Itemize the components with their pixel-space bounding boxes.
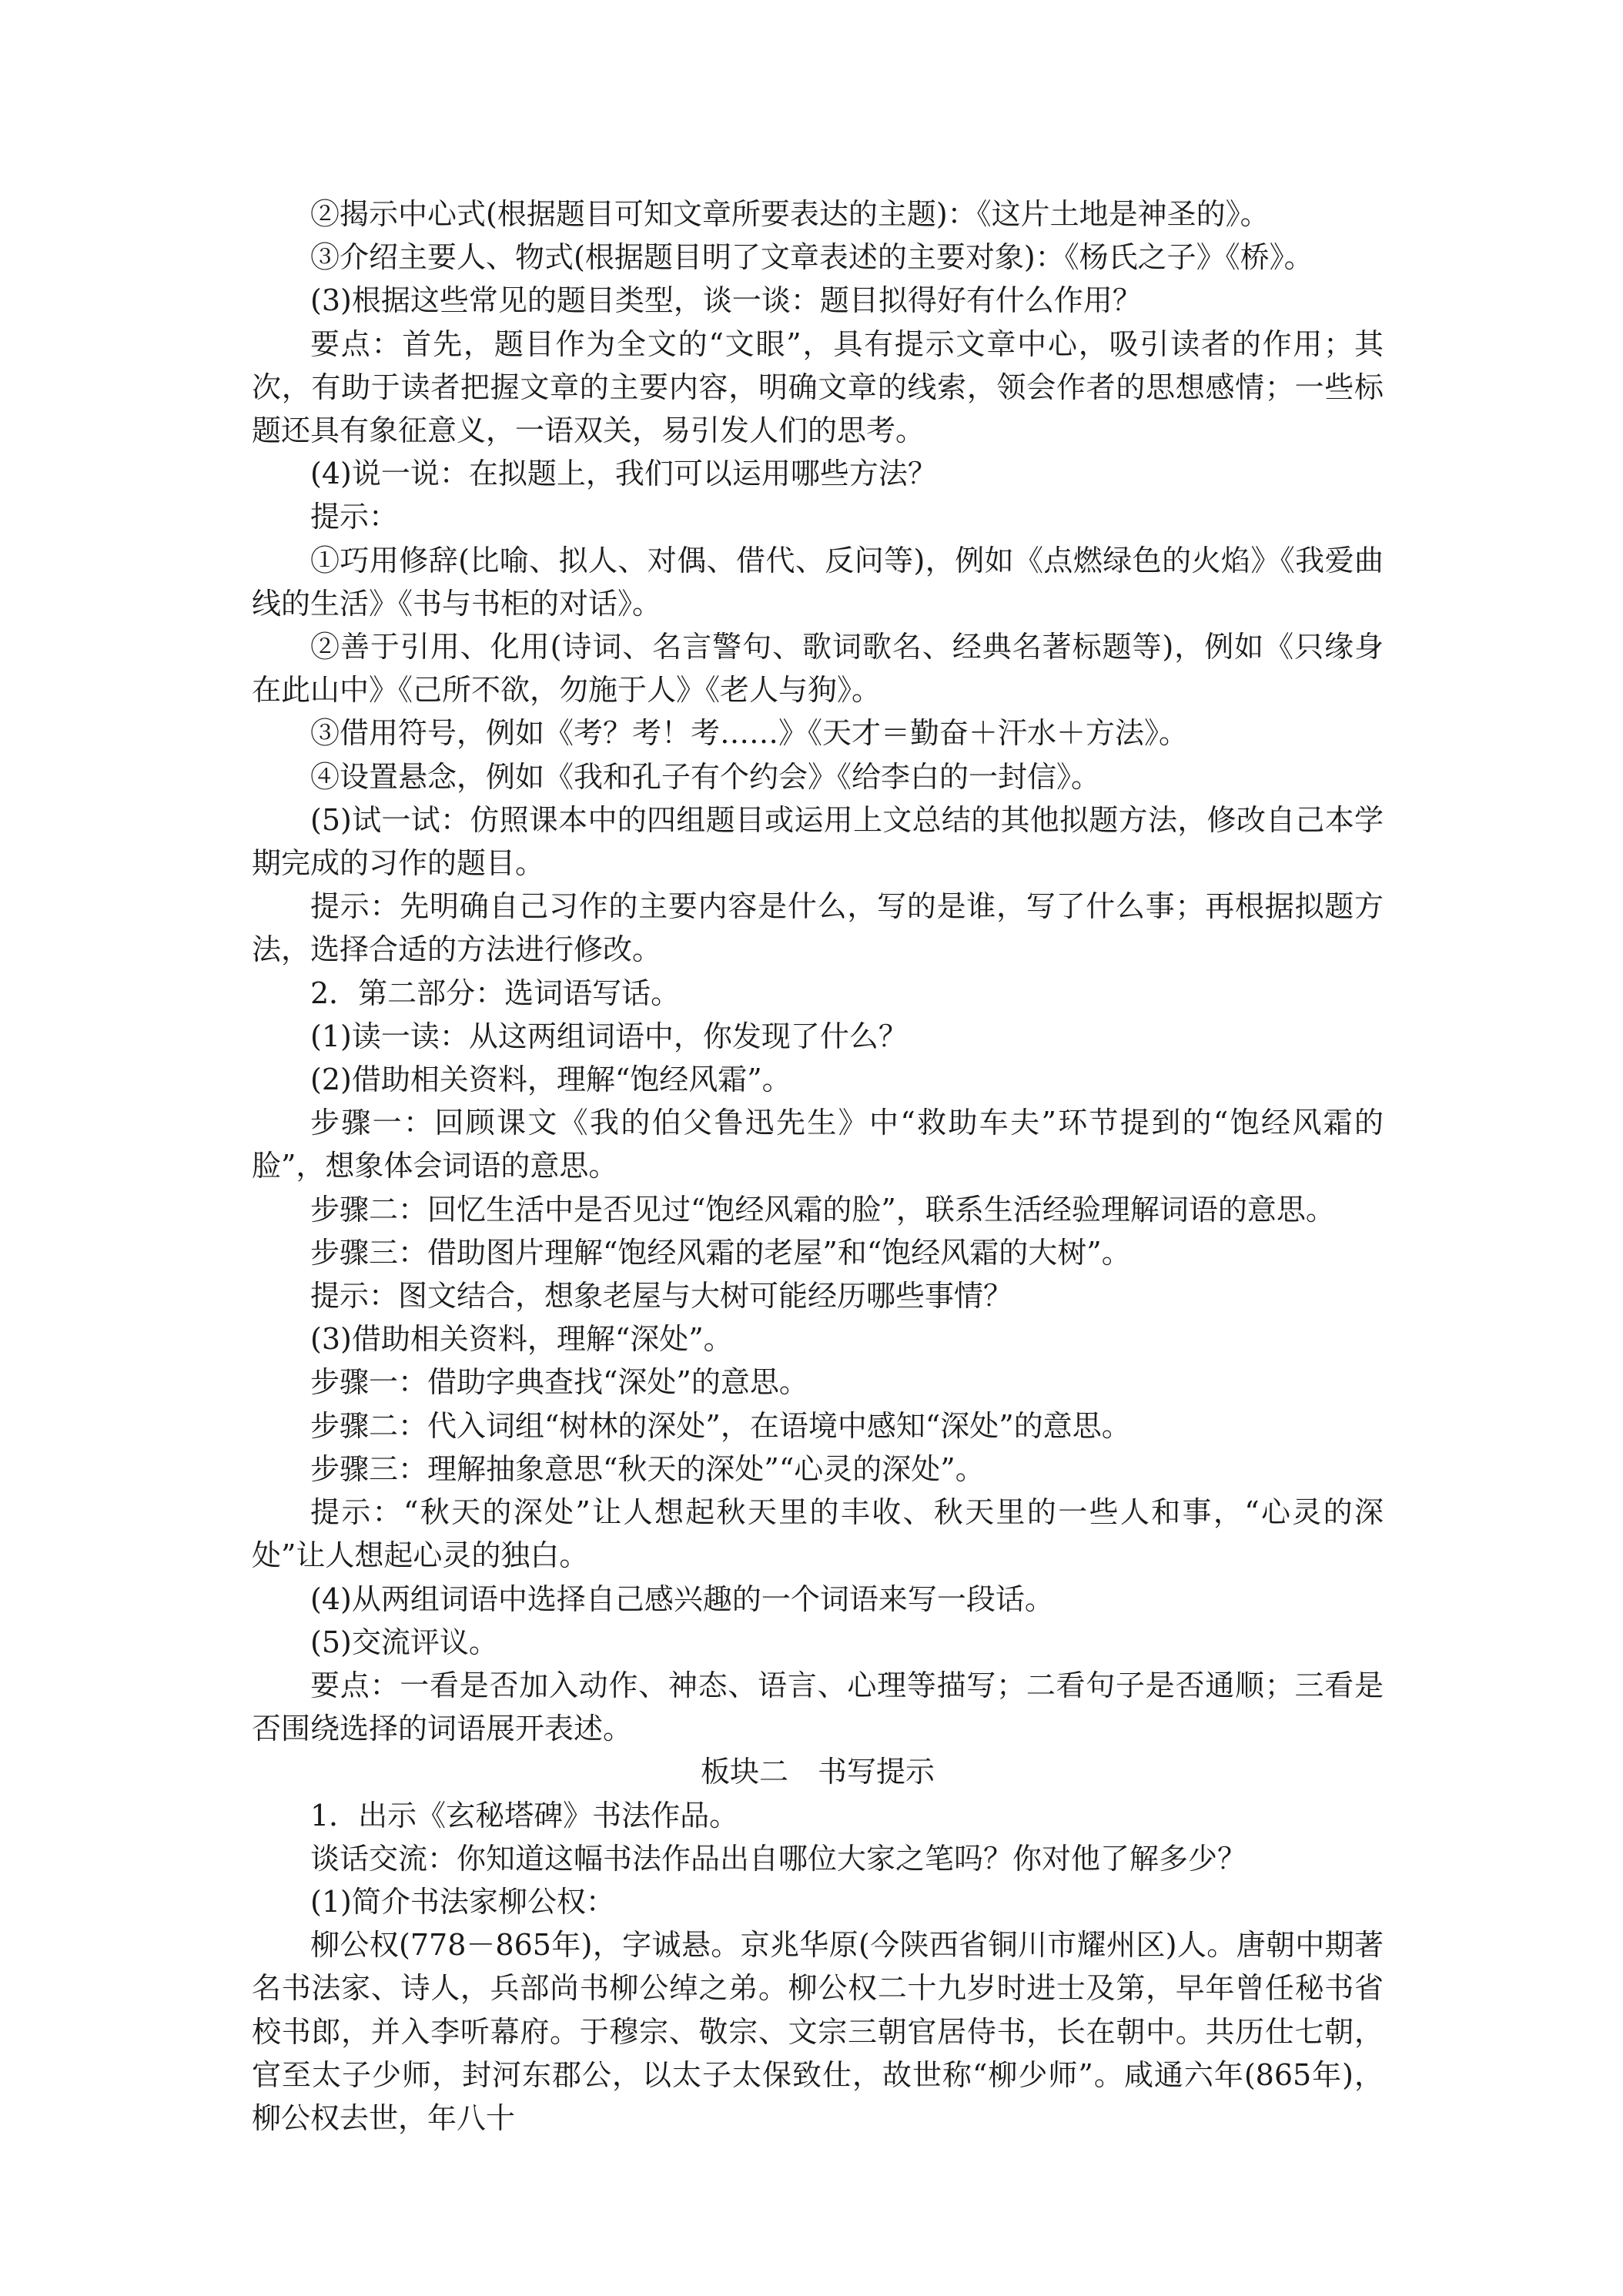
paragraph: (4)从两组词语中选择自己感兴趣的一个词语来写一段话。: [310, 1581, 1054, 1616]
paragraph: (5)试一试：仿照课本中的四组题目或运用上文总结的其他拟题方法，修改自己本学期完成的习作的题目。: [252, 802, 1384, 881]
paragraph: 步骤三：借助图片理解“饱经风霜的老屋”和“饱经风霜的大树”。: [310, 1235, 1131, 1270]
paragraph: (5)交流评议。: [310, 1625, 498, 1659]
paragraph: ④设置悬念，例如《我和孔子有个约会》《给李白的一封信》。: [310, 759, 1101, 794]
paragraph: 柳公权(778－865年)，字诚悬。京兆华原(今陕西省铜川市耀州区)人。唐朝中期著名书法家、诗人，兵部尚书柳公绰之弟。柳公权二十九岁时进士及第，早年曾任秘书省校书郎，并入李听幕府。于穆宗、敬宗、文宗三朝官居侍书，长在朝中。共历仕七朝，官至太子少师，封河东郡公，以太子太保致仕，故世称“柳少师”。咸通六年(865年)，柳公权去世，年八十: [252, 1928, 1384, 2135]
paragraph: 2．第二部分：选词语写话。: [310, 976, 681, 1010]
document-body: [252, 192, 1384, 2140]
paragraph: (1)简介书法家柳公权：: [310, 1884, 615, 1919]
paragraph: 谈话交流：你知道这幅书法作品出自哪位大家之笔吗？你对他了解多少？: [310, 1841, 1247, 1876]
paragraph: 步骤三：理解抽象意思“秋天的深处”“心灵的深处”。: [310, 1451, 985, 1486]
paragraph: 1．出示《玄秘塔碑》书法作品。: [310, 1798, 739, 1832]
paragraph: ①巧用修辞(比喻、拟人、对偶、借代、反问等)，例如《点燃绿色的火焰》《我爱曲线的生活》《书与书柜的对话》。: [252, 543, 1384, 621]
paragraph: (3)借助相关资料，理解“深处”。: [310, 1322, 733, 1357]
paragraph: (1)读一读：从这两组词语中，你发现了什么？: [310, 1019, 908, 1053]
paragraph: ②善于引用、化用(诗词、名言警句、歌词歌名、经典名著标题等)，例如《只缘身在此山中》《己所不欲，勿施于人》《老人与狗》。: [252, 630, 1384, 708]
paragraph: (4)说一说：在拟题上，我们可以运用哪些方法？: [310, 457, 937, 491]
paragraph: 步骤一：借助字典查找“深处”的意思。: [310, 1365, 808, 1400]
section-heading: 板块二 书写提示: [700, 1755, 935, 1789]
paragraph: ③介绍主要人、物式(根据题目明了文章表述的主要对象)：《杨氏之子》《桥》。: [310, 240, 1313, 275]
paragraph: 步骤二：代入词组“树林的深处”，在语境中感知“深处”的意思。: [310, 1408, 1131, 1443]
paragraph: (2)借助相关资料，理解“饱经风霜”。: [310, 1063, 791, 1097]
paragraph: 步骤一：回顾课文《我的伯父鲁迅先生》中“救助车夫”环节提到的“饱经风霜的脸”，想象体会词语的意思。: [252, 1106, 1384, 1183]
paragraph: 要点：一看是否加入动作、神态、语言、心理等描写；二看句子是否通顺；三看是否围绕选择的词语展开表述。: [252, 1668, 1384, 1746]
paragraph: 提示：: [310, 500, 399, 534]
paragraph: 提示：“秋天的深处”让人想起秋天里的丰收、秋天里的一些人和事，“心灵的深处”让人想起心灵的独白。: [252, 1495, 1384, 1573]
paragraph: (3)根据这些常见的题目类型，谈一谈：题目拟得好有什么作用？: [310, 283, 1142, 318]
paragraph: 提示：先明确自己习作的主要内容是什么，写的是谁，写了什么事；再根据拟题方法，选择合适的方法进行修改。: [252, 889, 1384, 967]
paragraph: 提示：图文结合，想象老屋与大树可能经历哪些事情？: [310, 1279, 1013, 1314]
paragraph: 步骤二：回忆生活中是否见过“饱经风霜的脸”，联系生活经验理解词语的意思。: [310, 1192, 1335, 1227]
paragraph: ③借用符号，例如《考？考！考……》《天才＝勤奋＋汗水＋方法》。: [310, 716, 1189, 751]
paragraph: 要点：首先，题目作为全文的“文眼”，具有提示文章中心，吸引读者的作用；其次，有助于读者把握文章的主要内容，明确文章的线索，领会作者的思想感情；一些标题还具有象征意义，一语双关，易引发人们的思考。: [252, 326, 1384, 448]
paragraph: ②揭示中心式(根据题目可知文章所要表达的主题)：《这片土地是神圣的》。: [310, 197, 1270, 231]
